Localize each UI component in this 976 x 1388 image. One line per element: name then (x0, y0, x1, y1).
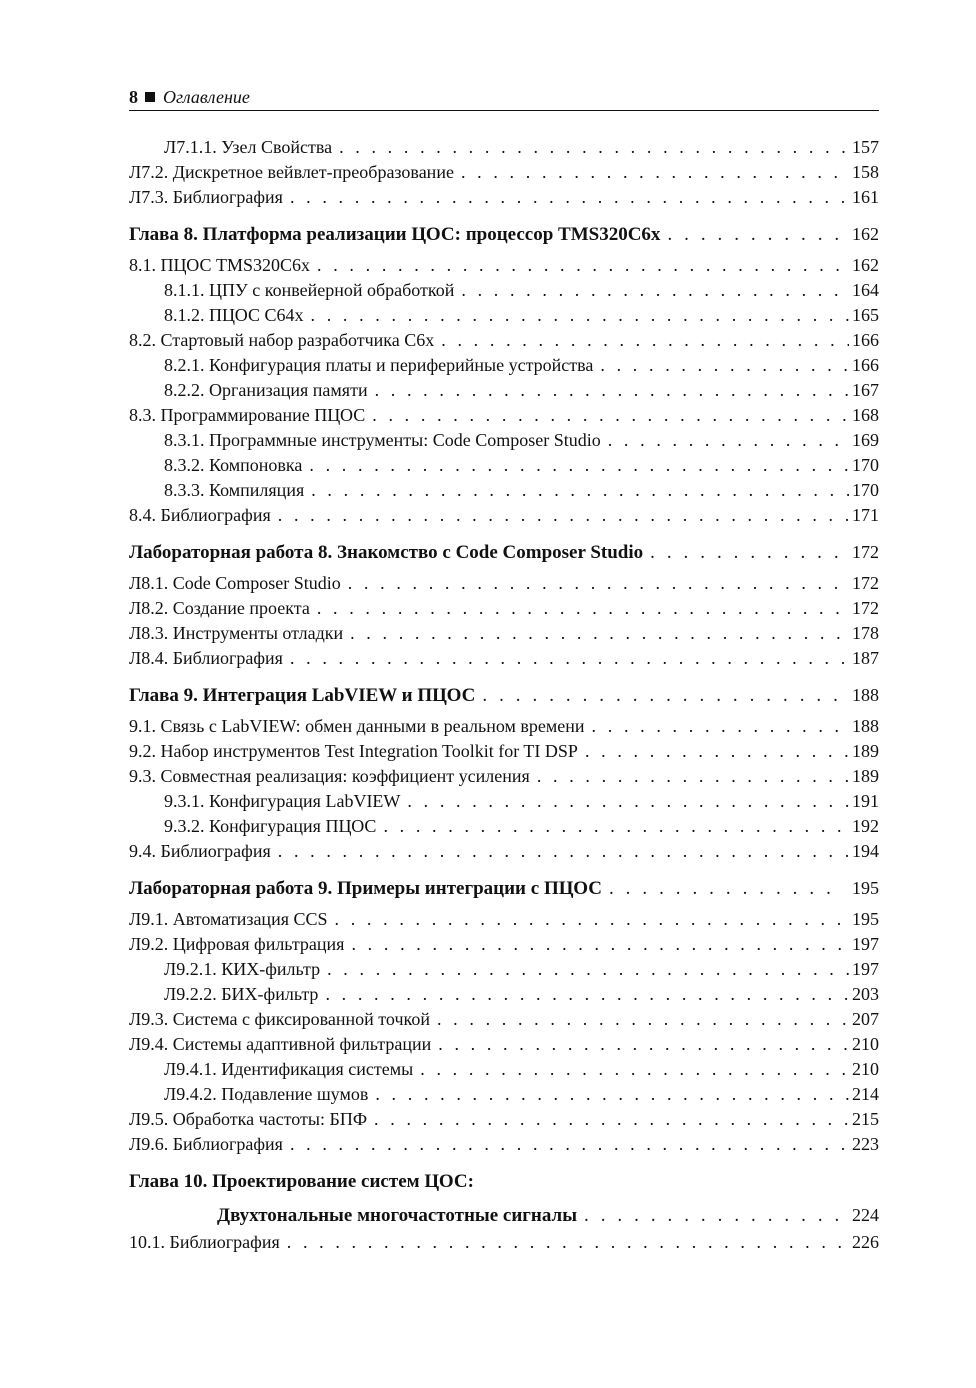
dot-leader (650, 534, 840, 571)
toc-page-number: 188 (852, 685, 879, 705)
toc-entry: 9.3.1. Конфигурация LabVIEW . . . 191 (129, 789, 879, 814)
toc-entry: Л9.4.1. Идентификация системы . . . 210 (129, 1057, 879, 1082)
page-number: 8 (129, 86, 138, 107)
dot-leader (375, 1082, 849, 1107)
toc-page-number: 162 (852, 224, 879, 244)
toc-entry: Л9.5. Обработка частоты: БПФ . . . 215 (129, 1107, 879, 1132)
running-title: Оглавление (163, 86, 250, 107)
toc-page (129, 84, 879, 1255)
toc-page-number: 170 (852, 455, 879, 475)
toc-entry: 8.1. ПЦОС TMS320C6x . . . 162 (129, 253, 879, 278)
toc-page-number: 197 (852, 959, 879, 979)
toc-entry: 9.3.2. Конфигурация ПЦОС . . . 192 (129, 814, 879, 839)
dot-leader (420, 1057, 849, 1082)
toc-entry: Л9.2. Цифровая фильтрация . . . 197 (129, 932, 879, 957)
dot-leader (339, 135, 849, 160)
dot-leader (317, 596, 849, 621)
dot-leader (438, 1032, 849, 1057)
running-header (129, 84, 879, 111)
dot-leader (309, 453, 849, 478)
toc-entry: 8.3. Программирование ПЦОС . . . 168 (129, 403, 879, 428)
toc-entry: Л7.2. Дискретное вейвлет-преобразование . . . 158 (129, 160, 879, 185)
toc-page-number: 172 (852, 598, 879, 618)
toc-entry: Л9.2.2. БИХ-фильтр . . . 203 (129, 982, 879, 1007)
toc-page-number: 195 (852, 878, 879, 898)
toc-entry: Л9.6. Библиография . . . 223 (129, 1132, 879, 1157)
dot-leader (372, 403, 849, 428)
toc-entry: 8.2. Стартовый набор разработчика C6x . . . 166 (129, 328, 879, 353)
toc-page-number: 194 (852, 841, 879, 861)
dot-leader (609, 870, 840, 907)
toc-page-number: 224 (852, 1205, 879, 1225)
toc-entry: Л9.4.2. Подавление шумов . . . 214 (129, 1082, 879, 1107)
toc-page-number: 165 (852, 305, 879, 325)
toc-page-number: 197 (852, 934, 879, 954)
toc-page-number: 188 (852, 716, 879, 736)
toc-entry: Л7.1.1. Узел Свойства . . . 157 (129, 135, 879, 160)
toc-entry: 8.1.1. ЦПУ с конвейерной обработкой . . . 164 (129, 278, 879, 303)
toc-chapter: Лабораторная работа 9. Примеры интеграции с ПЦОС . . . 195 (129, 870, 879, 907)
toc-entry: 8.3.2. Компоновка . . . 170 (129, 453, 879, 478)
dot-leader (290, 646, 849, 671)
toc-page-number: 210 (852, 1034, 879, 1054)
dot-leader (461, 278, 849, 303)
dot-leader (351, 932, 849, 957)
toc-page-number: 178 (852, 623, 879, 643)
toc-entry: 8.4. Библиография . . . 171 (129, 503, 879, 528)
dot-leader (374, 1107, 849, 1132)
dot-leader (290, 185, 849, 210)
toc-page-number: 169 (852, 430, 879, 450)
toc-page-number: 195 (852, 909, 879, 929)
toc-page-number: 207 (852, 1009, 879, 1029)
dot-leader (407, 789, 849, 814)
toc-entry: Л8.4. Библиография . . . 187 (129, 646, 879, 671)
dot-leader (667, 216, 840, 253)
toc-page-number: 161 (852, 187, 879, 207)
dot-leader (441, 328, 849, 353)
toc-page-number: 157 (852, 137, 879, 157)
dot-leader (383, 814, 849, 839)
toc-page-number: 171 (852, 505, 879, 525)
toc-page-number: 189 (852, 741, 879, 761)
toc-page-number: 187 (852, 648, 879, 668)
dot-leader (327, 957, 849, 982)
toc-chapter-subtitle: Двухтональные многочастотные сигналы . . . 224 (129, 1200, 879, 1230)
dot-leader (311, 303, 850, 328)
dot-leader (482, 677, 840, 714)
dot-leader (537, 764, 849, 789)
toc-chapter-title: Глава 10. Проектирование систем ЦОС: (129, 1171, 474, 1192)
toc-entry: 8.3.1. Программные инструменты: Code Composer Studio . . . 169 (129, 428, 879, 453)
toc-page-number: 162 (852, 255, 879, 275)
toc-entry: 9.1. Связь с LabVIEW: обмен данными в реальном времени . . . 188 (129, 714, 879, 739)
dot-leader (584, 1201, 840, 1231)
toc-page-number: 168 (852, 405, 879, 425)
toc-page-number: 223 (852, 1134, 879, 1154)
toc-entry: Л9.3. Система с фиксированной точкой . . . 207 (129, 1007, 879, 1032)
toc-page-number: 166 (852, 355, 879, 375)
toc-chapter: Глава 8. Платформа реализации ЦОС: процессор TMS320C6x . . . 162 (129, 216, 879, 253)
dot-leader (311, 478, 849, 503)
dot-leader (325, 982, 849, 1007)
toc-page-number: 191 (852, 791, 879, 811)
toc-entry: 10.1. Библиография . . . 226 (129, 1230, 879, 1255)
toc-entry: Л9.1. Автоматизация CCS . . . 195 (129, 907, 879, 932)
toc-page-number: 189 (852, 766, 879, 786)
dot-leader (375, 378, 849, 403)
dot-leader (278, 503, 849, 528)
dot-leader (287, 1230, 849, 1255)
dot-leader (600, 353, 849, 378)
dot-leader (348, 571, 849, 596)
toc-page-number: 170 (852, 480, 879, 500)
toc-entry: 8.2.2. Организация памяти . . . 167 (129, 378, 879, 403)
toc-page-number: 203 (852, 984, 879, 1004)
toc-entry: 8.2.1. Конфигурация платы и периферийные устройства . . . 166 (129, 353, 879, 378)
toc-page-number: 226 (852, 1232, 879, 1252)
toc-page-number: 158 (852, 162, 879, 182)
square-bullet-icon (145, 92, 155, 102)
dot-leader (350, 621, 849, 646)
toc-chapter: Глава 9. Интеграция LabVIEW и ПЦОС . . . 188 (129, 677, 879, 714)
dot-leader (278, 839, 849, 864)
toc-page-number: 192 (852, 816, 879, 836)
dot-leader (608, 428, 849, 453)
toc-page-number: 166 (852, 330, 879, 350)
toc-entry: Л8.3. Инструменты отладки . . . 178 (129, 621, 879, 646)
toc-entry: 8.1.2. ПЦОС C64x . . . 165 (129, 303, 879, 328)
toc-entry: Л9.4. Системы адаптивной фильтрации . . . 210 (129, 1032, 879, 1057)
dot-leader (437, 1007, 849, 1032)
dot-leader (335, 907, 849, 932)
toc-entry: Л9.2.1. КИХ-фильтр . . . 197 (129, 957, 879, 982)
toc-entry: 8.3.3. Компиляция . . . 170 (129, 478, 879, 503)
dot-leader (585, 739, 849, 764)
dot-leader (290, 1132, 849, 1157)
toc-chapter: Лабораторная работа 8. Знакомство с Code Composer Studio . . . 172 (129, 534, 879, 571)
toc-entry: 9.3. Совместная реализация: коэффициент усиления . . . 189 (129, 764, 879, 789)
toc-page-number: 210 (852, 1059, 879, 1079)
table-of-contents (129, 135, 879, 1255)
toc-page-number: 214 (852, 1084, 879, 1104)
toc-entry: Л8.2. Создание проекта . . . 172 (129, 596, 879, 621)
toc-entry: Л8.1. Code Composer Studio . . . 172 (129, 571, 879, 596)
toc-page-number: 167 (852, 380, 879, 400)
toc-page-number: 164 (852, 280, 879, 300)
toc-entry: 9.4. Библиография . . . 194 (129, 839, 879, 864)
toc-entry: 9.2. Набор инструментов Test Integration Toolkit for TI DSP . . . 189 (129, 739, 879, 764)
dot-leader (461, 160, 849, 185)
toc-entry: Л7.3. Библиография . . . 161 (129, 185, 879, 210)
toc-page-number: 172 (852, 542, 879, 562)
toc-page-number: 215 (852, 1109, 879, 1129)
dot-leader (592, 714, 849, 739)
dot-leader (317, 253, 849, 278)
toc-page-number: 172 (852, 573, 879, 593)
